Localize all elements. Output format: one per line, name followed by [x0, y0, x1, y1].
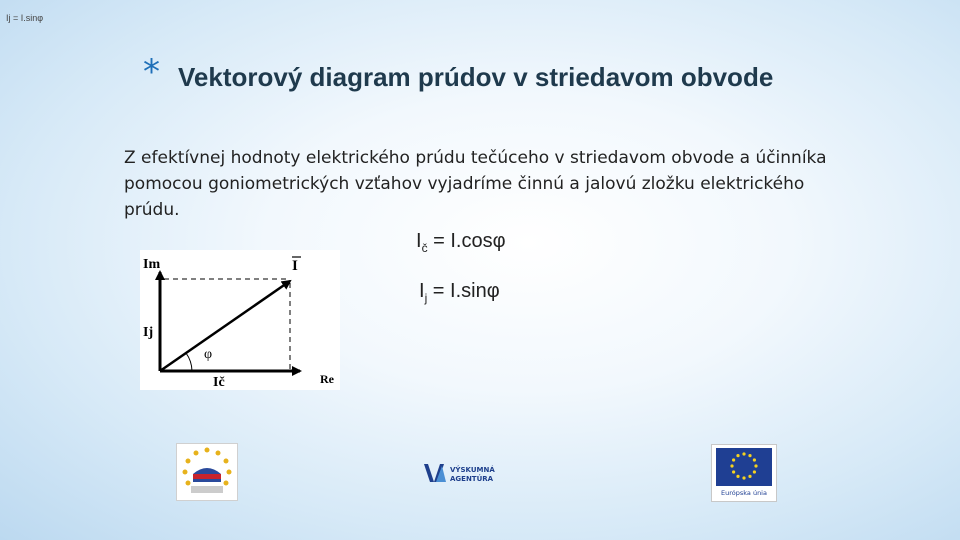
phasor-diagram-svg [140, 250, 340, 390]
formula-reactive-sub: j [424, 291, 428, 305]
label-i-phasor: I [292, 258, 298, 274]
formula-active-sub: č [421, 241, 428, 255]
formula-active-rhs: = I.cosφ [427, 230, 506, 252]
eu-caption: Európska únia [721, 489, 767, 497]
corner-note: Ij = I.sinφ [6, 13, 44, 23]
formula-active-base: I [416, 230, 422, 252]
eu-flag-emblem [712, 445, 776, 501]
label-im: Im [143, 257, 161, 272]
label-phi: φ [204, 347, 213, 362]
left-logo-emblem [177, 444, 237, 500]
research-agency-logo [422, 460, 502, 486]
bullet-icon: * [143, 52, 160, 92]
left-logo [176, 443, 238, 501]
current-phasor-arrow [160, 281, 290, 371]
formula-reactive-base: I [419, 280, 425, 302]
formula-reactive-rhs: = I.sinφ [427, 280, 500, 302]
body-paragraph: Z efektívnej hodnoty elektrického prúdu tečúceho v striedavom obvode a účinníka pomocou goniometrických vzťahov vyjadríme činnú a jalovú zložku elektrického prúdu. [124, 148, 827, 220]
label-ij: Ij [143, 325, 154, 340]
phasor-diagram [140, 250, 340, 390]
research-agency-text-2: AGENTÚRA [450, 475, 494, 483]
formula-reactive-current [419, 280, 500, 305]
research-agency-logo-mark [422, 460, 502, 486]
slide-title: Vektorový diagram prúdov v striedavom obvode [178, 62, 774, 92]
eu-logo [711, 444, 777, 502]
label-re: Re [320, 372, 334, 386]
phi-angle-arc [186, 353, 192, 371]
label-ic: Ič [213, 375, 225, 390]
formula-active-current [416, 230, 506, 255]
research-agency-text-1: VÝSKUMNÁ [450, 466, 495, 474]
